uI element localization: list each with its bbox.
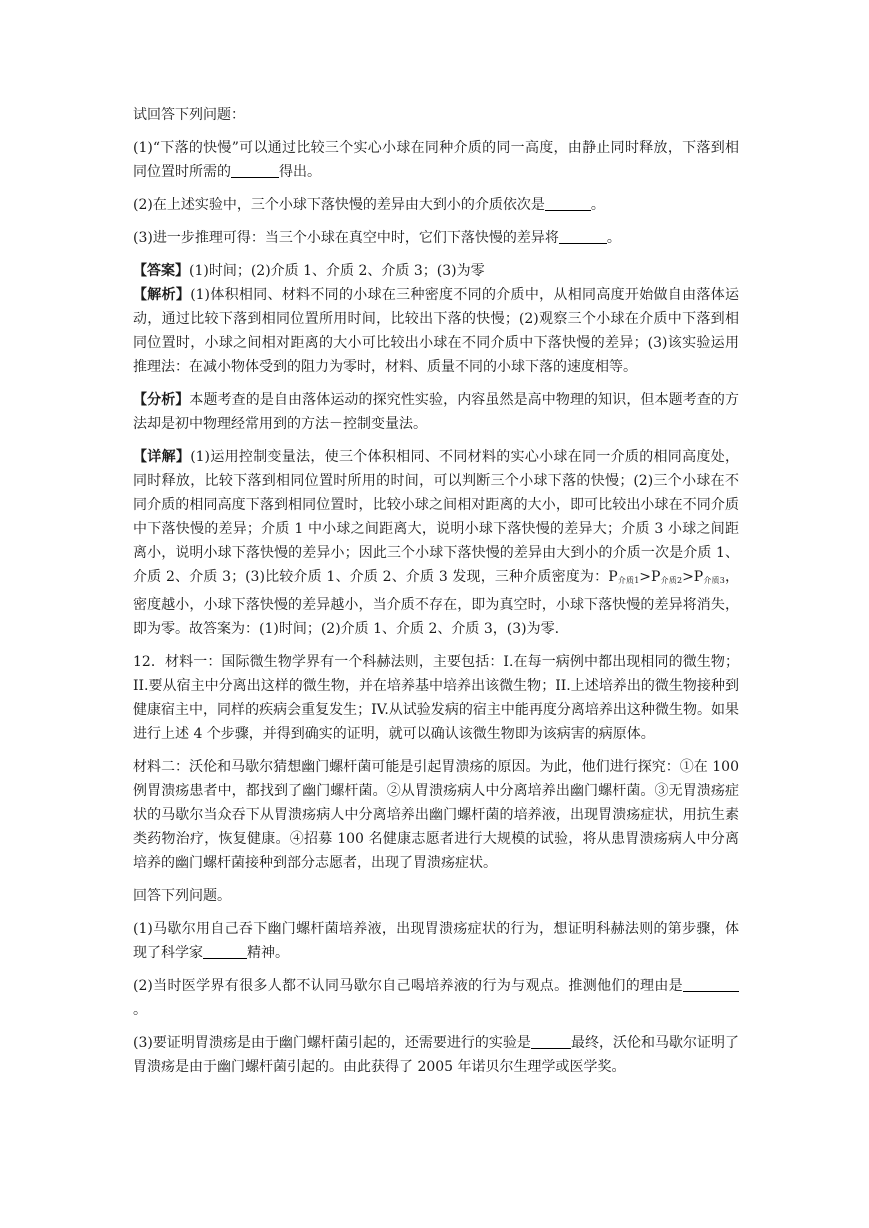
question-12-material-2: 材料二：沃伦和马歇尔猜想幽门螺杆菌可能是引起胃溃疡的原因。为此，他们进行探究：①在 100 例胃溃疡患者中，都找到了幽门螺杆菌。②从胃溃疡病人中分离培养出幽门螺杆菌。③无胃溃疡症状的马歇尔当众吞下从胃溃疡病人中分离培养出幽门螺杆菌的培养液，出现胃溃疡症状，用抗生素类药物治疗，恢复健康。④招募 100 名健康志愿者进行大规模的试验，将从患胃溃疡病人中分离培养的幽门螺杆菌接种到部分志愿者，出现了胃溃疡症状。 <box>133 759 739 871</box>
question-3 <box>133 226 739 250</box>
document-page <box>133 103 739 1088</box>
question-2-tail: 。 <box>590 197 605 213</box>
sub-question-3 <box>133 1031 739 1079</box>
answer-blank <box>545 195 591 211</box>
fenxi-section <box>133 388 739 436</box>
detail-label: 【详解】 <box>133 449 191 465</box>
detail-text-2: ，密度越小，小球下落快慢的差异越小，当介质不存在，即为真空时，小球下落快慢的差异将消失，即为零。故答案为：(1)时间；(2)介质 1、介质 2、介质 3，(3)为零. <box>133 569 739 637</box>
answer-label: 【答案】 <box>133 263 189 279</box>
sub-question-2 <box>133 974 739 1022</box>
answer-text: (1)时间；(2)介质 1、介质 2、介质 3；(3)为零 <box>189 263 485 279</box>
answer-blank <box>203 943 247 959</box>
gt-sign: > <box>682 569 694 585</box>
answer-blank <box>683 976 739 992</box>
question-1-tail: 得出。 <box>279 164 321 180</box>
question-1 <box>133 136 739 184</box>
fenxi-label: 【分析】 <box>133 392 190 408</box>
fenxi-text: 本题考查的是自由落体运动的探究性实验，内容虽然是高中物理的知识，但本题考查的方法却是初中物理经常用到的方法－控制变量法。 <box>133 392 740 432</box>
sub-question-1 <box>133 917 739 965</box>
sub-question-2-tail: 。 <box>133 1002 147 1018</box>
answer-prompt: 回答下列问题。 <box>133 888 231 904</box>
sub-question-3-text: (3)要证明胃溃疡是由于幽门螺杆菌引起的，还需要进行的实验是 <box>133 1035 531 1051</box>
answer-blank <box>231 162 279 178</box>
detail-section <box>133 445 739 641</box>
density-p2: P <box>651 569 661 585</box>
question-12-material-1: 12．材料一：国际微生物学界有一个科赫法则，主要包括：I.在每一病例中都出现相同的微生物；II.要从宿主中分离出这样的微生物，并在培养基中培养出该微生物；II.上述培养出的微生物接种到健康宿主中，同样的疾病会重复发生；IV.从试验发病的宿主中能再度分离培养出这种微生物。如果进行上述 4 个步骤，并得到确实的证明，就可以确认该微生物即为该病害的病原体。 <box>133 654 739 742</box>
sub-question-2-text: (2)当时医学界有很多人都不认同马歇尔自己喝培养液的行为与观点。推测他们的理由是 <box>133 978 683 994</box>
question-1-text: (1)“下落的快慢”可以通过比较三个实心小球在同种介质的同一高度，由静止同时释放，下落到相同位置时所需的 <box>133 140 739 180</box>
analysis-section <box>133 283 739 379</box>
intro-text: 试回答下列问题： <box>133 107 245 123</box>
detail-text-1: (1)运用控制变量法，使三个体积相同、不同材料的实心小球在同一介质的相同高度处，同时释放，比较下落到相同位置时所用的时间，可以判断三个小球下落的快慢；(2)三个小球在不同介质的相同高度下落到相同位置时，比较小球之间相对距离的大小，即可比较出小球在不同介质中下落快慢的差异；介质 1 中小球之间距离大，说明小球下落快慢的差异大；介质 3 小球之间距离小，说明小球下落快慢的差异小；因此三个小球下落快慢的差异由大到小的介质一次是介质 1、介质 2、介质 3；(3)比较介质 1、介质 2、介质 3 发现，三种介质密度为： <box>133 449 739 585</box>
sub-question-3-tail: 最终，沃伦和马歇尔证明了胃溃疡是由于幽门螺杆菌引起的。由此获得了 2005 年诺贝尔生理学或医学奖。 <box>133 1035 739 1075</box>
density-sub-3: 介质3 <box>703 576 725 585</box>
answer-blank <box>559 228 607 244</box>
question-3-tail: 。 <box>606 230 621 246</box>
analysis-label: 【解析】 <box>133 287 191 303</box>
sub-question-1-tail: 精神。 <box>247 945 289 961</box>
density-p3: P <box>693 569 704 585</box>
density-sub-1: 介质1 <box>617 576 640 585</box>
density-sub-2: 介质2 <box>660 576 683 585</box>
answer-section <box>133 259 739 283</box>
density-p1: P <box>608 569 618 585</box>
analysis-text: (1)体积相同、材料不同的小球在三种密度不同的介质中，从相同高度开始做自由落体运动，通过比较下落到相同位置所用时间，比较出下落的快慢；(2)观察三个小球在介质中下落到相同位置时，小球之间相对距离的大小可比较出小球在不同介质中下落快慢的差异；(3)该实验运用推理法：在减小物体受到的阻力为零时，材料、质量不同的小球下落的速度相等。 <box>133 287 739 375</box>
gt-sign: > <box>639 569 652 585</box>
question-3-text: (3)进一步推理可得：当三个小球在真空中时，它们下落快慢的差异将 <box>133 230 559 246</box>
question-2-text: (2)在上述实验中，三个小球下落快慢的差异由大到小的介质依次是 <box>133 197 545 213</box>
sub-question-1-text: (1)马歇尔用自己吞下幽门螺杆菌培养液，出现胃溃疡症状的行为，想证明科赫法则的第步骤，体现了科学家 <box>133 921 739 961</box>
question-2 <box>133 193 739 217</box>
answer-blank <box>531 1033 571 1049</box>
